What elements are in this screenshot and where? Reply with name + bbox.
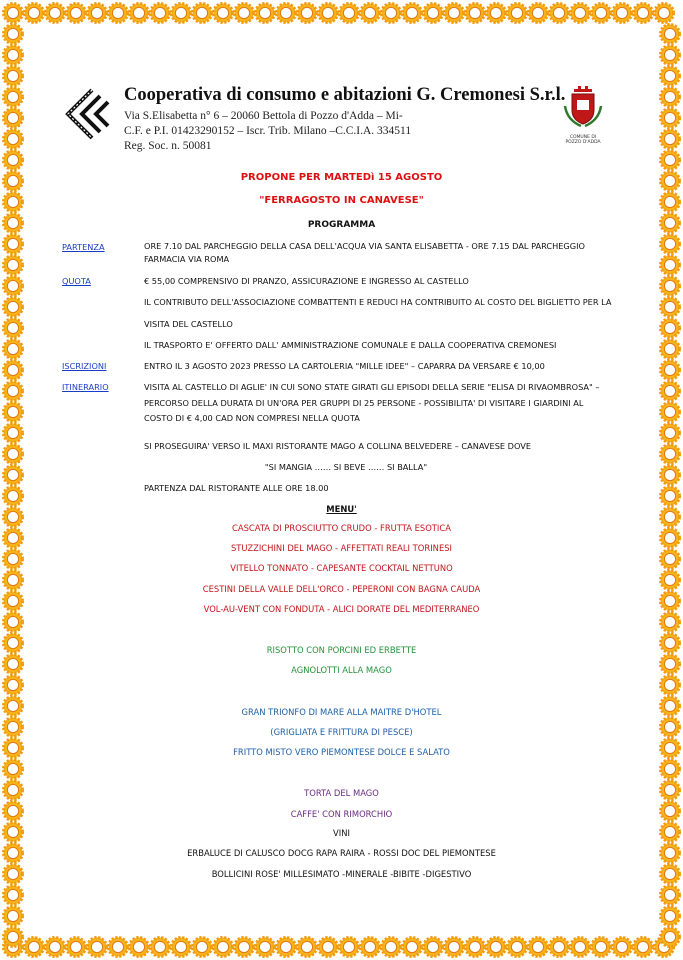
sunflower-icon bbox=[661, 403, 680, 422]
org-fiscal: C.F. e P.I. 01423290152 – Iscr. Trib. Milano –C.C.I.A. 334511 bbox=[124, 125, 412, 137]
quota-text-3: VISITA DEL CASTELLO bbox=[144, 319, 233, 329]
slogan-text: "SI MANGIA …… SI BEVE …… SI BALLA" bbox=[264, 462, 428, 472]
sunflower-icon bbox=[661, 382, 680, 401]
sunflower-icon bbox=[661, 46, 680, 65]
sunflower-icon bbox=[4, 277, 23, 296]
sunflower-icon bbox=[4, 802, 23, 821]
sunflower-icon bbox=[214, 938, 233, 957]
sunflower-icon bbox=[4, 571, 23, 590]
menu-item: CASCATA DI PROSCIUTTO CRUDO - FRUTTA ESOTICA bbox=[232, 523, 451, 533]
sunflower-icon bbox=[319, 938, 338, 957]
sunflower-icon bbox=[4, 781, 23, 800]
sunflower-icon bbox=[4, 130, 23, 149]
sunflower-icon bbox=[445, 938, 464, 957]
sunflower-icon bbox=[655, 4, 674, 23]
sunflower-icon bbox=[4, 823, 23, 842]
sunflower-icon bbox=[4, 298, 23, 317]
sunflower-icon bbox=[508, 938, 527, 957]
sunflower-icon bbox=[25, 938, 44, 957]
sunflower-icon bbox=[661, 109, 680, 128]
sunflower-icon bbox=[661, 130, 680, 149]
sunflower-icon bbox=[109, 938, 128, 957]
sunflower-icon bbox=[4, 382, 23, 401]
menu-item: TORTA DEL MAGO bbox=[304, 788, 379, 798]
sunflower-icon bbox=[661, 487, 680, 506]
sunflower-icon bbox=[67, 4, 86, 23]
sunflower-icon bbox=[661, 445, 680, 464]
partenza-label[interactable]: PARTENZA bbox=[62, 242, 105, 252]
sunflower-icon bbox=[4, 697, 23, 716]
menu-item: RISOTTO CON PORCINI ED ERBETTE bbox=[266, 645, 417, 655]
sunflower-icon bbox=[4, 235, 23, 254]
sunflower-icon bbox=[4, 256, 23, 275]
quota-text-2: IL CONTRIBUTO DELL'ASSOCIAZIONE COMBATTENTI E REDUCI HA CONTRIBUITO AL COSTO DEL BIGLIETTO PER LA bbox=[144, 297, 612, 307]
sunflower-icon bbox=[661, 571, 680, 590]
sunflower-icon bbox=[592, 938, 611, 957]
sunflower-icon bbox=[4, 193, 23, 212]
sunflower-icon bbox=[4, 655, 23, 674]
sunflower-icon bbox=[661, 529, 680, 548]
sunflower-icon bbox=[172, 938, 191, 957]
sunflower-icon bbox=[382, 4, 401, 23]
org-header bbox=[124, 85, 565, 154]
iscrizioni-text: ENTRO IL 3 AGOSTO 2023 PRESSO LA CARTOLERIA "MILLE IDEE" – CAPARRA DA VERSARE € 10,00 bbox=[144, 361, 545, 371]
sunflower-icon bbox=[4, 886, 23, 905]
sunflower-icon bbox=[151, 938, 170, 957]
sunflower-icon bbox=[151, 4, 170, 23]
sunflower-icon bbox=[661, 277, 680, 296]
sunflower-icon bbox=[403, 4, 422, 23]
sunflower-icon bbox=[298, 4, 317, 23]
sunflower-icon bbox=[4, 214, 23, 233]
org-registration: Reg. Soc. n. 50081 bbox=[124, 140, 212, 152]
sunflower-icon bbox=[88, 938, 107, 957]
sunflower-icon bbox=[4, 739, 23, 758]
sunflower-icon bbox=[661, 739, 680, 758]
sunflower-icon bbox=[661, 823, 680, 842]
org-name: Cooperativa di consumo e abitazioni G. Cremonesi S.r.l. bbox=[124, 85, 566, 105]
sunflower-icon bbox=[487, 938, 506, 957]
sunflower-icon bbox=[661, 214, 680, 233]
sunflower-icon bbox=[661, 928, 680, 947]
sunflower-icon bbox=[4, 25, 23, 44]
sunflower-icon bbox=[4, 529, 23, 548]
sunflower-icon bbox=[661, 424, 680, 443]
sunflower-icon bbox=[550, 4, 569, 23]
menu-item: GRAN TRIONFO DI MARE ALLA MAITRE D'HOTEL bbox=[241, 707, 442, 717]
sunflower-icon bbox=[67, 938, 86, 957]
municipality-crest bbox=[560, 84, 606, 145]
sunflower-icon bbox=[256, 938, 275, 957]
sunflower-icon bbox=[256, 4, 275, 23]
sunflower-icon bbox=[508, 4, 527, 23]
sunflower-icon bbox=[529, 938, 548, 957]
sunflower-icon bbox=[661, 676, 680, 695]
sunflower-icon bbox=[382, 938, 401, 957]
sunflower-icon bbox=[4, 424, 23, 443]
sunflower-icon bbox=[172, 4, 191, 23]
sunflower-icon bbox=[4, 550, 23, 569]
sunflower-icon bbox=[661, 193, 680, 212]
sunflower-icon bbox=[4, 361, 23, 380]
sunflower-icon bbox=[661, 466, 680, 485]
sunflower-icon bbox=[25, 4, 44, 23]
sunflower-icon bbox=[4, 445, 23, 464]
sunflower-icon bbox=[661, 550, 680, 569]
sunflower-icon bbox=[4, 172, 23, 191]
sunflower-icon bbox=[340, 4, 359, 23]
menu-item: CESTINI DELLA VALLE DELL'ORCO - PEPERONI CON BAGNA CAUDA bbox=[202, 584, 481, 594]
sunflower-icon bbox=[661, 634, 680, 653]
sunflower-icon bbox=[361, 938, 380, 957]
sunflower-icon bbox=[277, 4, 296, 23]
sunflower-icon bbox=[4, 718, 23, 737]
sunflower-icon bbox=[4, 487, 23, 506]
sunflower-icon bbox=[661, 67, 680, 86]
wine-item: BOLLICINI ROSE' MILLESIMATO -MINERALE -BIBITE -DIGESTIVO bbox=[211, 869, 472, 879]
sunflower-icon bbox=[361, 4, 380, 23]
sunflower-icon bbox=[4, 67, 23, 86]
sunflower-icon bbox=[4, 676, 23, 695]
sunflower-icon bbox=[4, 634, 23, 653]
sunflower-icon bbox=[661, 844, 680, 863]
iscrizioni-label[interactable]: ISCRIZIONI bbox=[62, 361, 107, 371]
crest-icon bbox=[561, 84, 605, 130]
page bbox=[36, 36, 647, 924]
quota-text-1: € 55,00 COMPRENSIVO DI PRANZO, ASSICURAZIONE E INGRESSO AL CASTELLO bbox=[144, 276, 469, 286]
sunflower-icon bbox=[661, 88, 680, 107]
menu-item: AGNOLOTTI ALLA MAGO bbox=[291, 665, 392, 675]
sunflower-icon bbox=[487, 4, 506, 23]
sunflower-icon bbox=[634, 938, 653, 957]
sunflower-icon bbox=[571, 4, 590, 23]
menu-item: CAFFE' CON RIMORCHIO bbox=[290, 809, 393, 819]
sunflower-icon bbox=[193, 938, 212, 957]
itinerario-text: VISITA AL CASTELLO DI AGLIE' IN CUI SONO STATE GIRATI GLI EPISODI DELLA SERIE "ELISA DI RIVAOMBROSA" – PERCORSO DELLA DURATA DI UN'ORA PER GRUPPI DI 25 PERSONE - POSSIBILITA' DI VISITARE I GIARDINI AL COSTO DI € 4,00 CAD NON COMPRESI NELLA QUOTA bbox=[144, 382, 600, 423]
return-text: PARTENZA DAL RISTORANTE ALLE ORE 18.00 bbox=[144, 483, 329, 493]
sunflower-icon bbox=[661, 655, 680, 674]
sunflower-icon bbox=[661, 319, 680, 338]
sunflower-icon bbox=[571, 938, 590, 957]
sunflower-icon bbox=[592, 4, 611, 23]
sunflower-icon bbox=[130, 4, 149, 23]
sunflower-icon bbox=[4, 4, 23, 23]
crest-label: COMUNE DI POZZO D'ADDA bbox=[565, 135, 601, 145]
sunflower-icon bbox=[661, 781, 680, 800]
menu-item: (GRIGLIATA E FRITTURA DI PESCE) bbox=[270, 727, 413, 737]
sunflower-icon bbox=[109, 4, 128, 23]
sunflower-icon bbox=[4, 403, 23, 422]
quota-text-4: IL TRASPORTO E' OFFERTO DALL' AMMINISTRAZIONE COMUNALE E DALLA COOPERATIVA CREMONESI bbox=[144, 340, 557, 350]
org-address: Via S.Elisabetta n° 6 – 20060 Bettola di Pozzo d'Adda – Mi- bbox=[124, 110, 403, 122]
sunflower-icon bbox=[661, 235, 680, 254]
cooperative-logo bbox=[62, 88, 114, 140]
sunflower-icon bbox=[661, 760, 680, 779]
sunflower-icon bbox=[661, 508, 680, 527]
sunflower-icon bbox=[4, 88, 23, 107]
sunflower-icon bbox=[46, 938, 65, 957]
sunflower-icon bbox=[4, 466, 23, 485]
sunflower-icon bbox=[4, 340, 23, 359]
sunflower-icon bbox=[661, 865, 680, 884]
title-event: "FERRAGOSTO IN CANAVESE" bbox=[259, 195, 424, 206]
proseguira-text: SI PROSEGUIRA' VERSO IL MAXI RISTORANTE MAGO A COLLINA BELVEDERE – CANAVESE DOVE bbox=[144, 441, 532, 451]
sunflower-icon bbox=[661, 697, 680, 716]
sunflower-icon bbox=[298, 938, 317, 957]
sunflower-icon bbox=[466, 938, 485, 957]
sunflower-icon bbox=[661, 172, 680, 191]
sunflower-icon bbox=[424, 938, 443, 957]
programma-heading: PROGRAMMA bbox=[307, 220, 376, 230]
partenza-text: ORE 7.10 DAL PARCHEGGIO DELLA CASA DELL'ACQUA VIA SANTA ELISABETTA - ORE 7.15 DAL PARCHEGGIO FARMACIA VIA ROMA bbox=[144, 241, 585, 264]
sunflower-icon bbox=[403, 938, 422, 957]
sunflower-icon bbox=[88, 4, 107, 23]
sunflower-icon bbox=[529, 4, 548, 23]
sunflower-icon bbox=[661, 718, 680, 737]
sunflower-icon bbox=[4, 760, 23, 779]
title-date: PROPONE PER MARTEDì 15 AGOSTO bbox=[240, 172, 443, 183]
sunflower-icon bbox=[613, 4, 632, 23]
sunflower-icon bbox=[661, 802, 680, 821]
sunflower-icon bbox=[424, 4, 443, 23]
wine-item: ERBALUCE DI CALUSCO DOCG RAPA RAIRA - ROSSI DOC DEL PIEMONTESE bbox=[187, 848, 496, 858]
sunflower-icon bbox=[445, 4, 464, 23]
sunflower-icon bbox=[4, 844, 23, 863]
sunflower-icon bbox=[319, 4, 338, 23]
quota-label[interactable]: QUOTA bbox=[62, 276, 91, 286]
sunflower-icon bbox=[235, 4, 254, 23]
sunflower-icon bbox=[193, 4, 212, 23]
sunflower-icon bbox=[4, 865, 23, 884]
menu-item: VOL-AU-VENT CON FONDUTA - ALICI DORATE DEL MEDITERRANEO bbox=[203, 604, 480, 614]
sunflower-icon bbox=[4, 46, 23, 65]
sunflower-icon bbox=[661, 340, 680, 359]
sunflower-icon bbox=[235, 938, 254, 957]
sunflower-icon bbox=[634, 4, 653, 23]
sunflower-icon bbox=[4, 613, 23, 632]
sunflower-icon bbox=[130, 938, 149, 957]
sunflower-icon bbox=[661, 592, 680, 611]
sunflower-icon bbox=[4, 508, 23, 527]
menu-heading: MENU' bbox=[326, 504, 357, 514]
menu-item: VITELLO TONNATO - CAPESANTE COCKTAIL NETTUNO bbox=[230, 563, 453, 573]
sunflower-icon bbox=[661, 907, 680, 926]
menu-item: FRITTO MISTO VERO PIEMONTESE DOLCE E SALATO bbox=[233, 747, 450, 757]
sunflower-icon bbox=[4, 592, 23, 611]
sunflower-icon bbox=[4, 319, 23, 338]
sunflower-icon bbox=[661, 25, 680, 44]
sunflower-icon bbox=[661, 256, 680, 275]
sunflower-icon bbox=[661, 613, 680, 632]
sunflower-icon bbox=[661, 151, 680, 170]
sunflower-icon bbox=[613, 938, 632, 957]
sunflower-icon bbox=[4, 109, 23, 128]
sunflower-icon bbox=[214, 4, 233, 23]
sunflower-icon bbox=[661, 886, 680, 905]
sunflower-icon bbox=[4, 907, 23, 926]
sunflower-icon bbox=[4, 928, 23, 947]
sunflower-icon bbox=[661, 298, 680, 317]
vini-heading: VINI bbox=[333, 828, 350, 838]
sunflower-icon bbox=[661, 361, 680, 380]
menu-item: STUZZICHINI DEL MAGO - AFFETTATI REALI TORINESI bbox=[230, 543, 453, 553]
sunflower-icon bbox=[550, 938, 569, 957]
sunflower-icon bbox=[466, 4, 485, 23]
sunflower-icon bbox=[277, 938, 296, 957]
itinerario-label[interactable]: ITINERARIO bbox=[62, 382, 109, 392]
sunflower-icon bbox=[340, 938, 359, 957]
sunflower-icon bbox=[46, 4, 65, 23]
sunflower-icon bbox=[4, 151, 23, 170]
